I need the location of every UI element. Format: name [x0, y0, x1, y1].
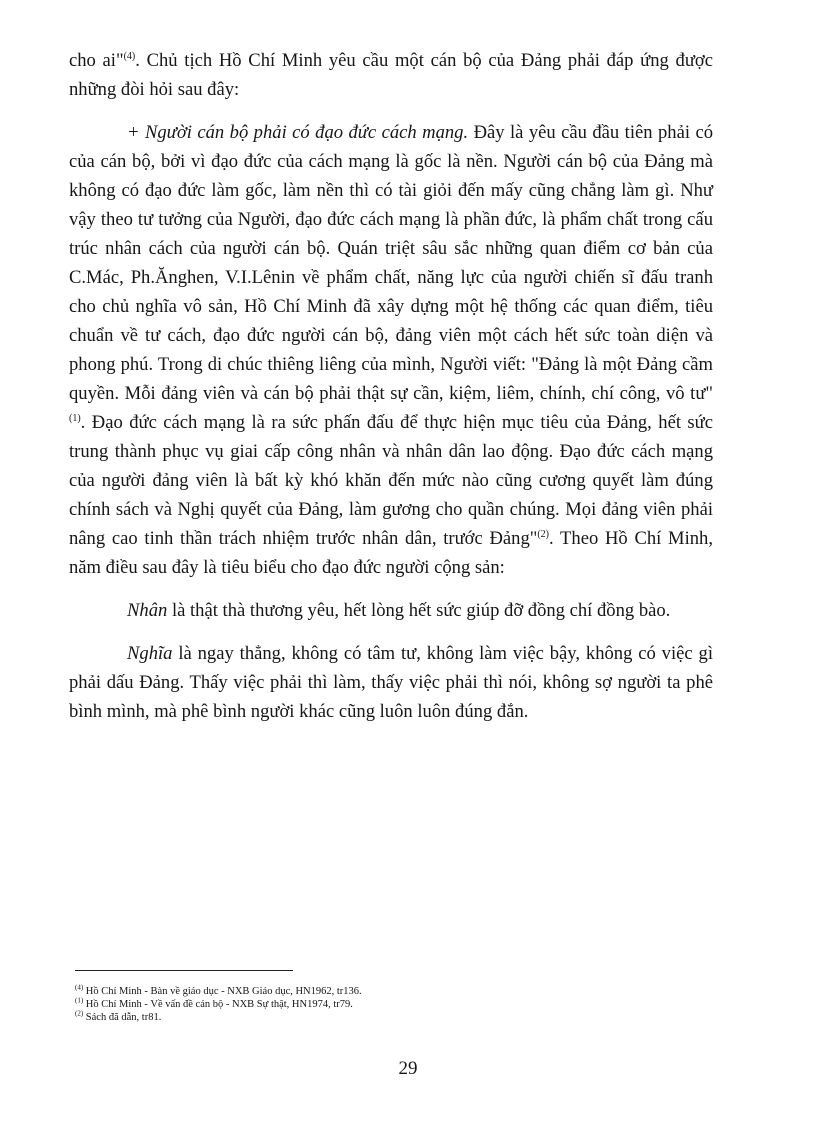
- text-run: . Đạo đức cách mạng là ra sức phấn đấu để thực hiện mục tiêu của Đảng, hết sức trung thành phục vụ giai cấp công nhân và nhân dân lao động. Đạo đức cách mạng của người đảng viên là bất kỳ khó khăn đến mức nào cũng cương quyết làm đúng chính sách và Nghị quyết của Đảng, làm gương cho quần chúng. Mọi đảng viên phải nâng cao tinh thần trách nhiệm trước nhân dân, trước Đảng": [69, 412, 713, 549]
- footnote-text: Hồ Chí Minh - Về vấn đề cán bộ - NXB Sự thật, HN1974, tr79.: [83, 999, 353, 1010]
- paragraph-nhan: [69, 596, 713, 625]
- text-run: cho ai": [69, 50, 124, 71]
- footnote-ref: (2): [537, 528, 550, 540]
- text-run: . Chủ tịch Hồ Chí Minh yêu cầu một cán bộ của Đảng phải đáp ứng được những đòi hỏi sau đây:: [69, 50, 713, 100]
- footnote-item: [75, 985, 635, 998]
- footnote-ref: (4): [123, 50, 136, 62]
- body-text: [69, 46, 713, 726]
- footnote-mark: (1): [75, 996, 84, 1005]
- footnote-mark: (4): [75, 983, 84, 992]
- footnotes: [75, 985, 635, 1024]
- footnote-ref: (1): [69, 412, 81, 424]
- term-italic: Nhân: [127, 600, 168, 621]
- footnote-mark: (2): [75, 1009, 84, 1018]
- text-run: là thật thà thương yêu, hết lòng hết sức giúp đỡ đồng chí đồng bào.: [167, 600, 671, 621]
- section-heading-italic: + Người cán bộ phải có đạo đức cách mạng.: [127, 122, 469, 143]
- paragraph-nghia: [69, 639, 713, 726]
- footnote-item: [75, 1011, 635, 1024]
- footnote-text: Sách đã dẫn, tr81.: [83, 1012, 162, 1023]
- text-run: là ngay thẳng, không có tâm tư, không làm việc bậy, không có việc gì phải dấu Đảng. Thấy việc phải thì làm, thấy việc phải thì nói, không sợ người ta phê bình mình, mà phê bình người khác cũng luôn luôn đúng đắn.: [69, 643, 713, 722]
- footnote-item: [75, 998, 635, 1011]
- footnote-separator: [75, 970, 293, 971]
- paragraph-intro: [69, 46, 713, 104]
- footnote-text: Hồ Chí Minh - Bàn về giáo dục - NXB Giáo dục, HN1962, tr136.: [83, 986, 362, 997]
- text-run: . Theo Hồ Chí Minh, năm điều sau đây là tiêu biểu cho đạo đức người cộng sản:: [69, 528, 713, 578]
- paragraph-dao-duc: [69, 118, 713, 582]
- term-italic: Nghĩa: [127, 643, 173, 664]
- text-run: Đây là yêu cầu đầu tiên phải có của cán bộ, bởi vì đạo đức của cách mạng là gốc là nền. Người cán bộ của Đảng mà không có đạo đức làm gốc, làm nền thì có tài giỏi đến mấy cũng chẳng làm gì. Như vậy theo tư tưởng của Người, đạo đức cách mạng là phần đức, là phẩm chất trong cấu trúc nhân cách của người cán bộ. Quán triệt sâu sắc những quan điểm cơ bản của C.Mác, Ph.Ănghen, V.I.Lênin về phẩm chất, năng lực của người chiến sĩ đấu tranh cho chủ nghĩa vô sản, Hồ Chí Minh đã xây dựng một hệ thống các quan điểm, tiêu chuẩn về tư cách, đạo đức người cán bộ, đảng viên một cách hết sức toàn diện và phong phú. Trong di chúc thiêng liêng của mình, Người viết: "Đảng là một Đảng cầm quyền. Mỗi đảng viên và cán bộ phải thật sự cần, kiệm, liêm, chính, chí công, vô tư": [69, 122, 713, 404]
- page-number: 29: [398, 1058, 418, 1079]
